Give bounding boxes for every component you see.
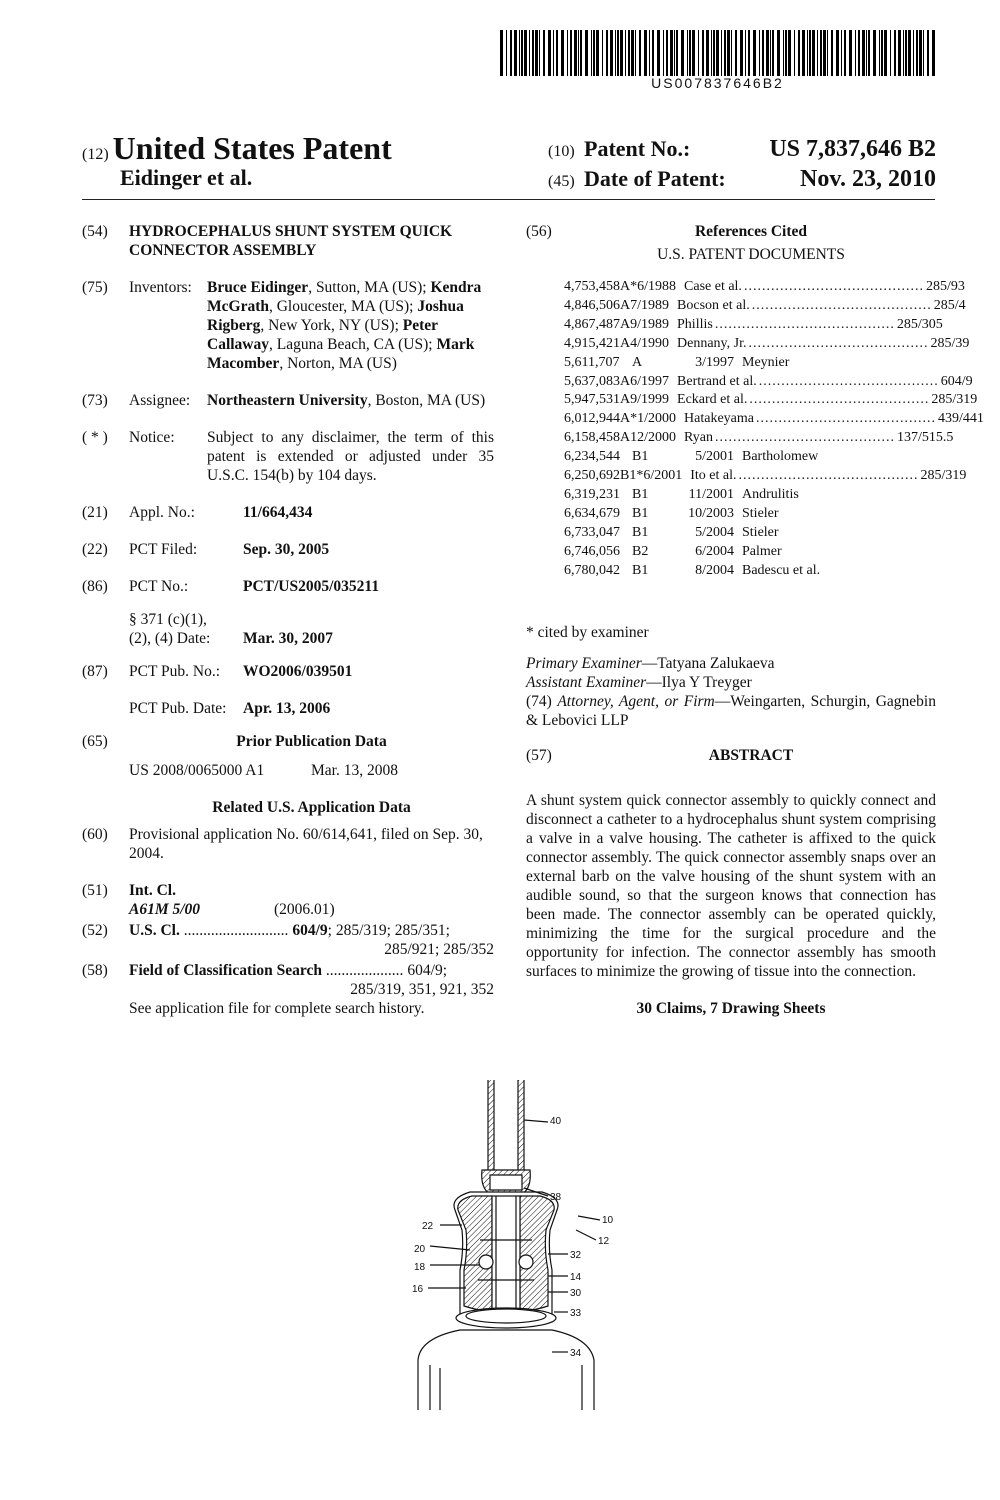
field-74-attorney: (74) Attorney, Agent, or Firm—Weingarten, Schurgin, Gagnebin & Lebovici LLP — [526, 692, 936, 729]
barcode-bar — [649, 30, 650, 76]
field-371-date: § 371 (c)(1), (2), (4) Date: Mar. 30, 2007 — [129, 611, 333, 647]
barcode-bar — [674, 30, 675, 76]
barcode-bar — [923, 30, 924, 76]
publication-number: US007837646B2 — [651, 75, 784, 91]
ref-number: 6,012,944 — [564, 411, 620, 427]
barcode-bar — [753, 30, 756, 76]
reference-row — [564, 448, 936, 467]
reference-numeral-label: 20 — [414, 1244, 426, 1255]
field-56-refs-heading: (56) References Cited — [526, 223, 808, 240]
ref-kind: B1 — [632, 449, 649, 465]
ref-number: 6,780,042 — [564, 562, 620, 578]
ref-name: Dennany, Jr. — [677, 335, 747, 351]
ref-number: 5,611,707 — [564, 354, 620, 370]
barcode-bar — [740, 30, 743, 76]
reference-row: 5,947,531 A 9/1999 Eckard et al. ........................................ 285/319 — [564, 391, 936, 410]
ref-date: 11/2001 — [688, 486, 734, 502]
field-52-us-cl: (52) U.S. Cl. ........................... 604/9; 285/319; 285/351; 285/921; 285/352 — [82, 922, 494, 958]
barcode-bar — [580, 30, 582, 76]
ref-star: * — [636, 468, 644, 484]
barcode-bar — [692, 30, 695, 76]
reference-numeral-label: 33 — [570, 1308, 582, 1319]
ref-kind: B1 — [632, 505, 649, 521]
claims-sheets: 30 Claims, 7 Drawing Sheets — [636, 999, 826, 1017]
barcode-bar — [698, 30, 699, 76]
ref-number: 4,867,487 — [564, 316, 620, 332]
ref-number: 6,733,047 — [564, 524, 620, 540]
barcode-bar — [532, 30, 534, 76]
ref-class: 285/319 — [920, 468, 967, 484]
authors: Eidinger et al. — [120, 165, 253, 190]
document-type-header — [82, 130, 392, 167]
barcode-bar — [721, 30, 722, 76]
ref-number: 6,158,458 — [564, 430, 620, 446]
barcode-bar — [735, 30, 737, 76]
ref-date: 5/2001 — [695, 449, 734, 465]
connector-assembly-drawing — [400, 1080, 630, 1410]
barcode-bar — [873, 30, 876, 76]
barcode-bar — [529, 30, 530, 76]
barcode-bar — [766, 30, 769, 76]
barcode-bar — [543, 30, 545, 76]
barcode-bar — [663, 30, 664, 76]
assistant-examiner: Assistant Examiner—Ilya Y Treyger — [526, 673, 752, 691]
barcode-bar — [919, 30, 922, 76]
field-60-provisional: (60) Provisional application No. 60/614,641, filed on Sep. 30, 2004. — [82, 826, 483, 862]
barcode-bar — [794, 30, 795, 76]
ref-name: Stieler — [742, 524, 779, 540]
ref-kind: B1 — [620, 468, 637, 484]
barcode-bar — [514, 30, 517, 76]
ref-number: 6,234,544 — [564, 449, 620, 465]
barcode-bar — [798, 30, 800, 76]
right-column — [526, 222, 984, 1018]
barcode-bar — [894, 30, 896, 76]
references-list — [564, 278, 984, 581]
barcode-bar — [812, 30, 815, 76]
patent-title: HYDROCEPHALUS SHUNT SYSTEM QUICK CONNECTOR ASSEMBLY — [129, 223, 453, 259]
barcode-bar — [617, 30, 619, 76]
ref-star — [654, 543, 670, 562]
barcode-bar — [748, 30, 750, 76]
field-22-pct-filed: (22) PCT Filed: Sep. 30, 2005 — [82, 541, 330, 558]
barcode-bar — [567, 30, 568, 76]
date-of-patent-label: Date of Patent: — [584, 166, 726, 191]
barcode-bar — [884, 30, 887, 76]
barcode-bar — [802, 30, 805, 76]
reference-numeral-label: 10 — [602, 1215, 614, 1226]
reference-row: 4,846,506 A 7/1989 Bocson et al. ........................................ 285/4 — [564, 297, 936, 316]
barcode-bar — [827, 30, 828, 76]
patent-number: US 7,837,646 B2 — [769, 136, 936, 162]
ref-kind: A — [620, 392, 631, 408]
ref-name: Meynier — [742, 354, 790, 370]
barcode-bar — [898, 30, 901, 76]
field-54: (54) HYDROCEPHALUS SHUNT SYSTEM QUICK CONNECTOR ASSEMBLY — [82, 222, 494, 260]
barcode-bar — [759, 30, 760, 76]
barcode-bar — [670, 30, 673, 76]
barcode-bar — [862, 30, 865, 76]
barcode-bar — [500, 30, 503, 76]
ref-star — [654, 486, 670, 505]
barcode-bar — [548, 30, 551, 76]
field-65-prior-pub: (65) Prior Publication Data — [82, 733, 387, 750]
related-app-heading: Related U.S. Application Data — [212, 799, 411, 816]
reference-numeral-label: 12 — [598, 1236, 610, 1247]
reference-row — [564, 543, 936, 562]
ref-number: 5,947,531 — [564, 392, 620, 408]
ref-date: 8/2004 — [695, 562, 734, 578]
reference-row — [564, 354, 936, 373]
barcode-bar — [817, 30, 818, 76]
ref-date: 9/1999 — [630, 392, 670, 408]
field-75-inventors: (75) Inventors: Bruce Eidinger, Sutton, MA (US); Kendra McGrath, Gloucester, MA (US); Joshua Rigberg, New York, NY (US); Peter Callaway, Laguna Beach, CA (US); Mark Macomber, Norton, MA (US) — [82, 278, 494, 373]
barcode-bar — [625, 30, 626, 76]
barcode-bar — [561, 30, 564, 76]
ref-class: 285/39 — [930, 335, 970, 351]
ref-name: Bertrand et al. — [677, 373, 757, 389]
us-patent-docs-heading: U.S. PATENT DOCUMENTS — [657, 246, 845, 263]
barcode-bar — [772, 30, 774, 76]
inventors-list: Bruce Eidinger, Sutton, MA (US); Kendra McGrath, Gloucester, MA (US); Joshua Rigberg, New York, NY (US); Peter Callaway, Laguna Beach, CA (US); Mark Macomber, Norton, MA (US) — [207, 279, 482, 372]
barcode-bar — [539, 30, 540, 76]
date-of-patent: Nov. 23, 2010 — [799, 166, 936, 192]
barcode-bar — [809, 30, 811, 76]
field-pct-pub-date: PCT Pub. Date: Apr. 13, 2006 — [129, 700, 331, 717]
barcode-bar — [905, 30, 907, 76]
ref-star — [654, 354, 670, 373]
barcode-bar — [524, 30, 527, 76]
barcode-bar — [657, 30, 660, 76]
reference-numeral-label: 40 — [550, 1116, 562, 1127]
header-divider — [82, 199, 935, 200]
reference-numeral-label: 38 — [550, 1192, 562, 1203]
barcode-bar — [881, 30, 883, 76]
ref-star — [654, 505, 670, 524]
reference-numeral-label: 30 — [570, 1288, 582, 1299]
patent-no-label: Patent No.: — [584, 136, 691, 161]
barcode-bar — [844, 30, 846, 76]
left-column — [82, 222, 494, 1032]
barcode-bar — [519, 30, 520, 76]
field-87-pub-no: (87) PCT Pub. No.: WO2006/039501 — [82, 663, 353, 680]
barcode-bar — [783, 30, 784, 76]
reference-row — [564, 486, 936, 505]
barcode-bar — [716, 30, 719, 76]
ref-number: 6,634,679 — [564, 505, 620, 521]
barcode-bar — [724, 30, 726, 76]
barcode-bar — [777, 30, 780, 76]
barcode-bar — [602, 30, 603, 76]
field-86-pct-no: (86) PCT No.: PCT/US2005/035211 — [82, 578, 380, 595]
barcode-bar — [521, 30, 523, 76]
ref-number: 6,746,056 — [564, 543, 620, 559]
cited-by-examiner: * cited by examiner — [526, 623, 649, 641]
barcode-bar — [836, 30, 839, 76]
barcode-bar — [706, 30, 709, 76]
reference-numeral-label: 16 — [412, 1284, 424, 1295]
ref-date: 1/2000 — [637, 411, 677, 427]
ref-number: 4,915,421 — [564, 335, 620, 351]
code-12: (12) — [82, 146, 109, 163]
ref-star: * — [630, 279, 638, 294]
ref-number: 5,637,083 — [564, 373, 620, 389]
abstract-text: A shunt system quick connector assembly to quickly connect and disconnect a catheter to a hydrocephalus shunt system comprising a valve in a valve housing. The catheter is affixed to the quick connector assembly. The quick connector assembly snaps over an external barb on the valve housing of the shunt system with an audible sound, so that the surgeon knows that connection has been made. The connector assembly can be operated quickly, minimizing the time for the surgical procedure and the opportunity for infection. The connector assembly has smooth surfaces to minimize the growing of tissue into the connection. — [526, 791, 936, 980]
barcode-bar — [913, 30, 914, 76]
reference-numeral-label: 32 — [570, 1250, 582, 1261]
ref-class: 604/9 — [940, 373, 973, 389]
ref-date: 3/1997 — [695, 354, 734, 370]
barcode-bar — [578, 30, 579, 76]
ref-name: Bocson et al. — [677, 297, 750, 313]
barcode-bar — [620, 30, 623, 76]
primary-examiner: Primary Examiner—Tatyana Zalukaeva — [526, 654, 775, 672]
barcode-bar — [831, 30, 833, 76]
barcode-bar — [731, 30, 732, 76]
ref-number: 6,319,231 — [564, 486, 620, 502]
ref-class: 285/4 — [933, 297, 966, 313]
reference-row: 4,753,458 A * 6/1988 Case et al. ........................................ 285/93 — [564, 278, 936, 297]
field-57-abstract-heading: (57) ABSTRACT — [526, 746, 794, 764]
patent-info-header — [548, 136, 936, 196]
ref-class: 439/441 — [937, 411, 984, 427]
barcode-bar — [574, 30, 577, 76]
ref-class: 285/93 — [925, 279, 965, 294]
ref-date: 10/2003 — [688, 505, 734, 521]
barcode-bar — [570, 30, 572, 76]
ref-kind: B2 — [632, 543, 649, 559]
barcode-bar — [553, 30, 554, 76]
barcode-bar — [639, 30, 641, 76]
barcode-bar — [556, 30, 558, 76]
barcode-bar — [666, 30, 668, 76]
ref-kind: A — [620, 373, 631, 389]
barcode-bar — [849, 30, 852, 76]
barcode-bar — [823, 30, 826, 76]
field-73-assignee: (73) Assignee: Northeastern University, Boston, MA (US) — [82, 392, 486, 409]
barcode-bar — [689, 30, 691, 76]
ref-name: Ito et al. — [690, 468, 737, 484]
field-58-search: (58) Field of Classification Search .................... 604/9; 285/319, 351, 921, 352 See application file for complete search history. — [82, 962, 494, 1017]
reference-row — [564, 505, 936, 524]
barcode-bar — [866, 30, 867, 76]
ref-name: Badescu et al. — [742, 562, 821, 578]
ref-date: 6/1997 — [630, 373, 670, 389]
ref-date: 6/1988 — [637, 279, 677, 294]
barcode-bar — [510, 30, 512, 76]
ref-date: 4/1990 — [630, 335, 670, 351]
ref-name: Bartholomew — [742, 449, 819, 465]
reference-row: 5,637,083 A 6/1997 Bertrand et al. ........................................ 604/9 — [564, 373, 936, 392]
ref-kind: A — [620, 411, 631, 427]
reference-row — [564, 562, 936, 581]
barcode-bar — [927, 30, 929, 76]
ref-number: 4,846,506 — [564, 297, 620, 313]
barcode-bar — [890, 30, 891, 76]
barcode-bar — [591, 30, 592, 76]
barcode-bar — [908, 30, 911, 76]
ref-name: Eckard et al. — [677, 392, 748, 408]
ref-name: Case et al. — [684, 279, 742, 294]
barcode-bar — [713, 30, 715, 76]
field-21-appl-no: (21) Appl. No.: 11/664,434 — [82, 504, 313, 521]
reference-row: 6,012,944 A * 1/2000 Hatakeyama ........................................ 439/441 — [564, 410, 936, 429]
reference-row: 4,915,421 A 4/1990 Dennany, Jr. ........................................ 285/39 — [564, 335, 936, 354]
ref-star — [654, 524, 670, 543]
barcode-bar — [681, 30, 684, 76]
ref-date: 12/2000 — [630, 430, 677, 446]
ref-name: Andrulitis — [742, 486, 799, 502]
reference-numeral-label: 34 — [570, 1348, 582, 1359]
ref-name: Palmer — [742, 543, 782, 559]
barcode-bar — [676, 30, 678, 76]
barcode-bar — [596, 30, 599, 76]
ref-class: 137/515.5 — [897, 430, 954, 446]
code-45: (45) — [548, 173, 575, 190]
ref-kind: A — [620, 430, 631, 446]
barcode-bar — [879, 30, 880, 76]
code-10: (10) — [548, 143, 575, 160]
barcode-bar — [635, 30, 636, 76]
ref-class: 285/319 — [931, 392, 978, 408]
ref-class: 285/305 — [896, 316, 943, 332]
barcode-bar — [615, 30, 616, 76]
document-type: United States Patent — [112, 130, 392, 166]
reference-row: 6,158,458 A 12/2000 Ryan ........................................ 137/515.5 — [564, 429, 936, 448]
barcode-bar — [593, 30, 595, 76]
ref-kind: A — [620, 297, 631, 313]
barcode-bar — [652, 30, 654, 76]
barcode-bar — [711, 30, 712, 76]
barcode-bar — [727, 30, 730, 76]
barcode-bar — [702, 30, 704, 76]
reference-row — [564, 524, 936, 543]
reference-numeral-label: 18 — [414, 1262, 426, 1273]
ref-kind: B1 — [632, 524, 649, 540]
ref-star — [654, 562, 670, 581]
reference-numeral-label: 14 — [570, 1272, 582, 1283]
barcode-bar — [506, 30, 507, 76]
barcode-bar — [841, 30, 842, 76]
ref-kind: A — [620, 335, 631, 351]
ref-date: 9/1989 — [630, 316, 670, 332]
barcode-bar — [916, 30, 918, 76]
barcode-bar — [788, 30, 791, 76]
reference-row: 4,867,487 A 9/1989 Phillis ........................................ 285/305 — [564, 316, 936, 335]
barcode — [500, 30, 935, 76]
int-cl-value: A61M 5/00 (2006.01) — [129, 901, 335, 918]
barcode-bar — [644, 30, 647, 76]
ref-date: 7/1989 — [630, 297, 670, 313]
barcode-bar — [745, 30, 746, 76]
barcode-bar — [535, 30, 538, 76]
ref-date: 6/2004 — [695, 543, 734, 559]
ref-name: Stieler — [742, 505, 779, 521]
ref-number: 4,753,458 — [564, 279, 620, 294]
field-notice: ( * ) Notice: Subject to any disclaimer, the term of this patent is extended or adjusted under 35 U.S.C. 154(b) by 104 days. — [82, 429, 494, 484]
barcode-bar — [606, 30, 608, 76]
barcode-bar — [610, 30, 613, 76]
prior-pub-data: US 2008/0065000 A1 Mar. 13, 2008 — [129, 762, 398, 779]
ref-date: 5/2004 — [695, 524, 734, 540]
barcode-bar — [903, 30, 904, 76]
barcode-bar — [770, 30, 771, 76]
ref-kind: B1 — [632, 562, 649, 578]
barcode-bar — [858, 30, 860, 76]
ref-date: 6/2001 — [643, 468, 683, 484]
ref-star: * — [630, 411, 638, 427]
ref-kind: A — [620, 316, 631, 332]
barcode-bar — [785, 30, 787, 76]
ref-kind: B1 — [632, 486, 649, 502]
barcode-bar — [628, 30, 630, 76]
barcode-bar — [868, 30, 870, 76]
barcode-bar — [631, 30, 634, 76]
ref-kind: A — [620, 279, 631, 294]
barcode-bar — [932, 30, 935, 76]
field-51-int-cl: (51) Int. Cl. — [82, 882, 176, 899]
reference-row: 6,250,692 B1 * 6/2001 Ito et al. ........................................ 285/319 — [564, 467, 936, 486]
barcode-bar — [807, 30, 808, 76]
barcode-bar — [820, 30, 822, 76]
ref-name: Hatakeyama — [684, 411, 754, 427]
ref-kind: A — [632, 354, 643, 370]
ref-star — [654, 448, 670, 467]
ref-name: Phillis — [677, 316, 713, 332]
barcode-bar — [585, 30, 588, 76]
ref-number: 6,250,692 — [564, 468, 620, 484]
barcode-bar — [762, 30, 764, 76]
barcode-bar — [855, 30, 856, 76]
ref-name: Ryan — [684, 430, 714, 446]
reference-numeral-label: 22 — [422, 1221, 434, 1232]
barcode-bar — [687, 30, 688, 76]
